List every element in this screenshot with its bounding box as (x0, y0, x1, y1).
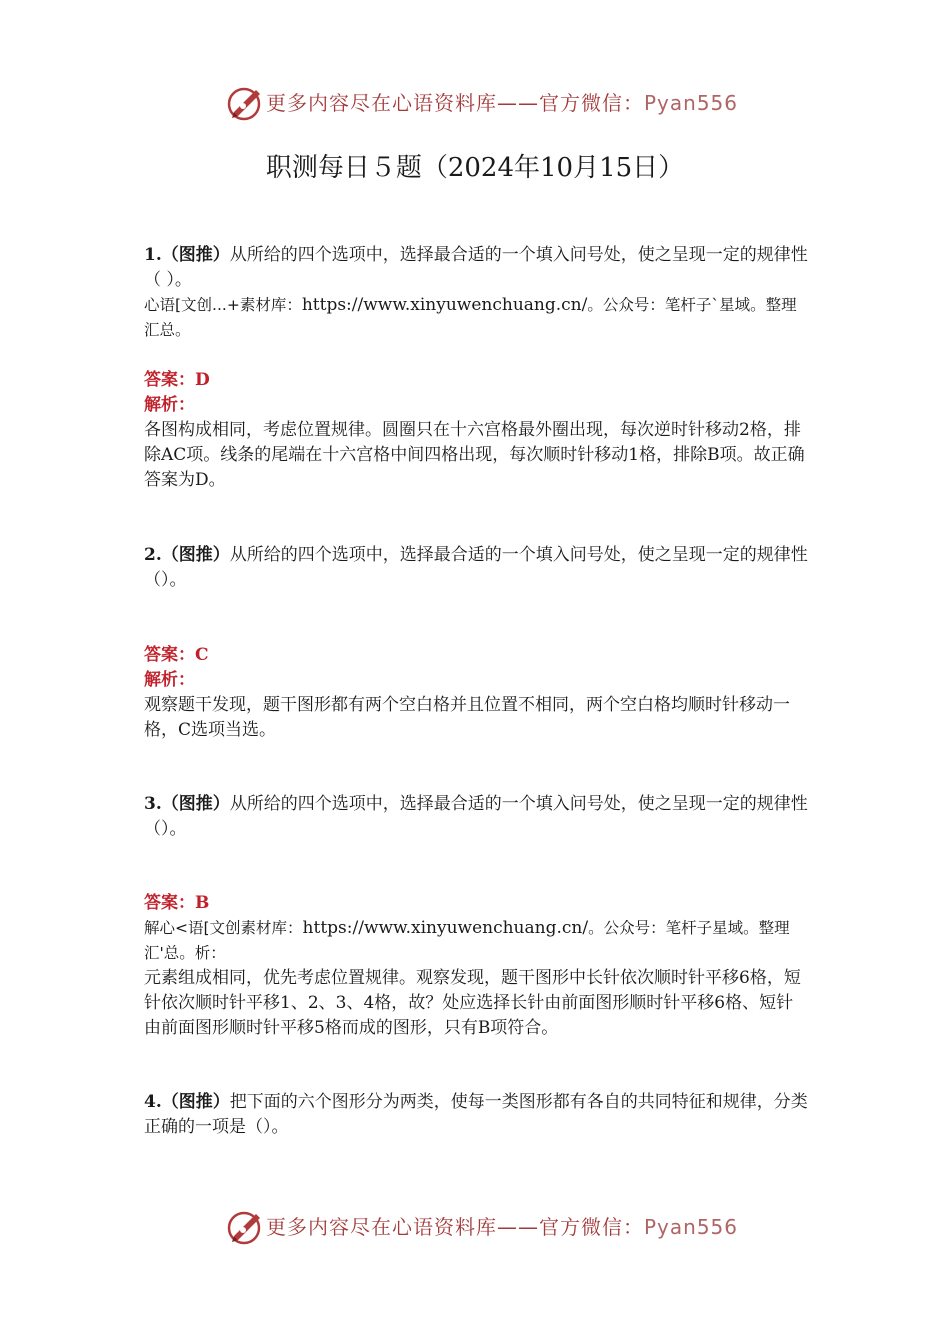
question-text: 从所给的四个选项中，选择最合适的一个填入问号处，使之呈现一定的规律性（）。 (144, 794, 808, 839)
source-url: https://www.xinyuwenchuang.cn/ (302, 918, 589, 938)
question-2 (144, 543, 808, 593)
banner-text (266, 90, 738, 116)
question-type: （图推） (161, 794, 230, 814)
analysis-text: 元素组成相同，优先考虑位置规律。观察发现，题干图形中长针依次顺时针平移6格，短针依次顺时针平移1、2、3、4格，故？处应选择长针由前面图形顺时针平移6格、短针由前面图形顺时针平移5格而成的图形，只有B项符合。 (144, 968, 801, 1038)
question-stem (144, 543, 808, 593)
note-prefix: 解心<语[文创素材库： (144, 919, 303, 937)
answer-1 (144, 368, 808, 493)
source-note (144, 293, 808, 343)
question-number: 4. (144, 1092, 162, 1112)
question-text: 从所给的四个选项中，选择最合适的一个填入问号处，使之呈现一定的规律性（）。 (144, 545, 808, 590)
note-suffix: 。公众号：笔杆子星域。整理汇'总。析： (144, 919, 790, 962)
question-stem (144, 1090, 808, 1140)
note-prefix: 心语[文创...+素材库： (144, 296, 302, 314)
question-type: （图推） (161, 245, 230, 265)
note-suffix: 。公众号：笔杆子`星域。整理汇总。 (144, 296, 797, 339)
answer-3 (144, 891, 808, 1041)
source-url: https://www.xinyuwenchuang.cn/ (301, 295, 588, 315)
question-3 (144, 792, 808, 842)
analysis-text: 观察题干发现，题干图形都有两个空白格并且位置不相同，两个空白格均顺时针移动一格，C选项当选。 (144, 695, 790, 740)
question-stem (144, 243, 808, 293)
analysis-label: 解析： (144, 670, 195, 690)
question-text: 把下面的六个图形分为两类，使每一类图形都有各自的共同特征和规律，分类正确的一项是（）。 (144, 1092, 808, 1137)
question-stem (144, 792, 808, 842)
question-number: 1. (144, 245, 162, 265)
analysis-label: 解析： (144, 395, 195, 415)
banner-wechat-id: Pyan556 (644, 1215, 739, 1239)
answer-label: 答案：B (144, 893, 210, 913)
question-number: 2. (144, 545, 162, 565)
question-text: 从所给的四个选项中，选择最合适的一个填入问号处，使之呈现一定的规律性（ ）。 (144, 245, 808, 290)
pen-logo-icon (226, 84, 266, 124)
question-1 (144, 243, 808, 343)
answer-label: 答案：D (144, 370, 210, 390)
analysis-text: 各图构成相同，考虑位置规律。圆圈只在十六宫格最外圈出现，每次逆时针移动2格，排除AC项。线条的尾端在十六宫格中间四格出现，每次顺时针移动1格，排除B项。故正确答案为D。 (144, 420, 805, 490)
question-type: （图推） (161, 1092, 230, 1112)
page-title: 职测每日５题（2024年10月15日） (265, 153, 685, 183)
banner-wechat-id: Pyan556 (644, 91, 739, 115)
pen-logo-icon (226, 1208, 266, 1248)
question-type: （图推） (161, 545, 230, 565)
answer-2 (144, 643, 808, 743)
question-number: 3. (144, 794, 162, 814)
banner-label: 更多内容尽在心语资料库——官方微信： (266, 1215, 644, 1239)
footer-banner (0, 1208, 950, 1248)
banner-label: 更多内容尽在心语资料库——官方微信： (266, 91, 644, 115)
source-note (144, 916, 808, 966)
question-4 (144, 1090, 808, 1140)
header-banner (0, 84, 950, 124)
banner-text (266, 1214, 738, 1240)
answer-label: 答案：C (144, 645, 209, 665)
